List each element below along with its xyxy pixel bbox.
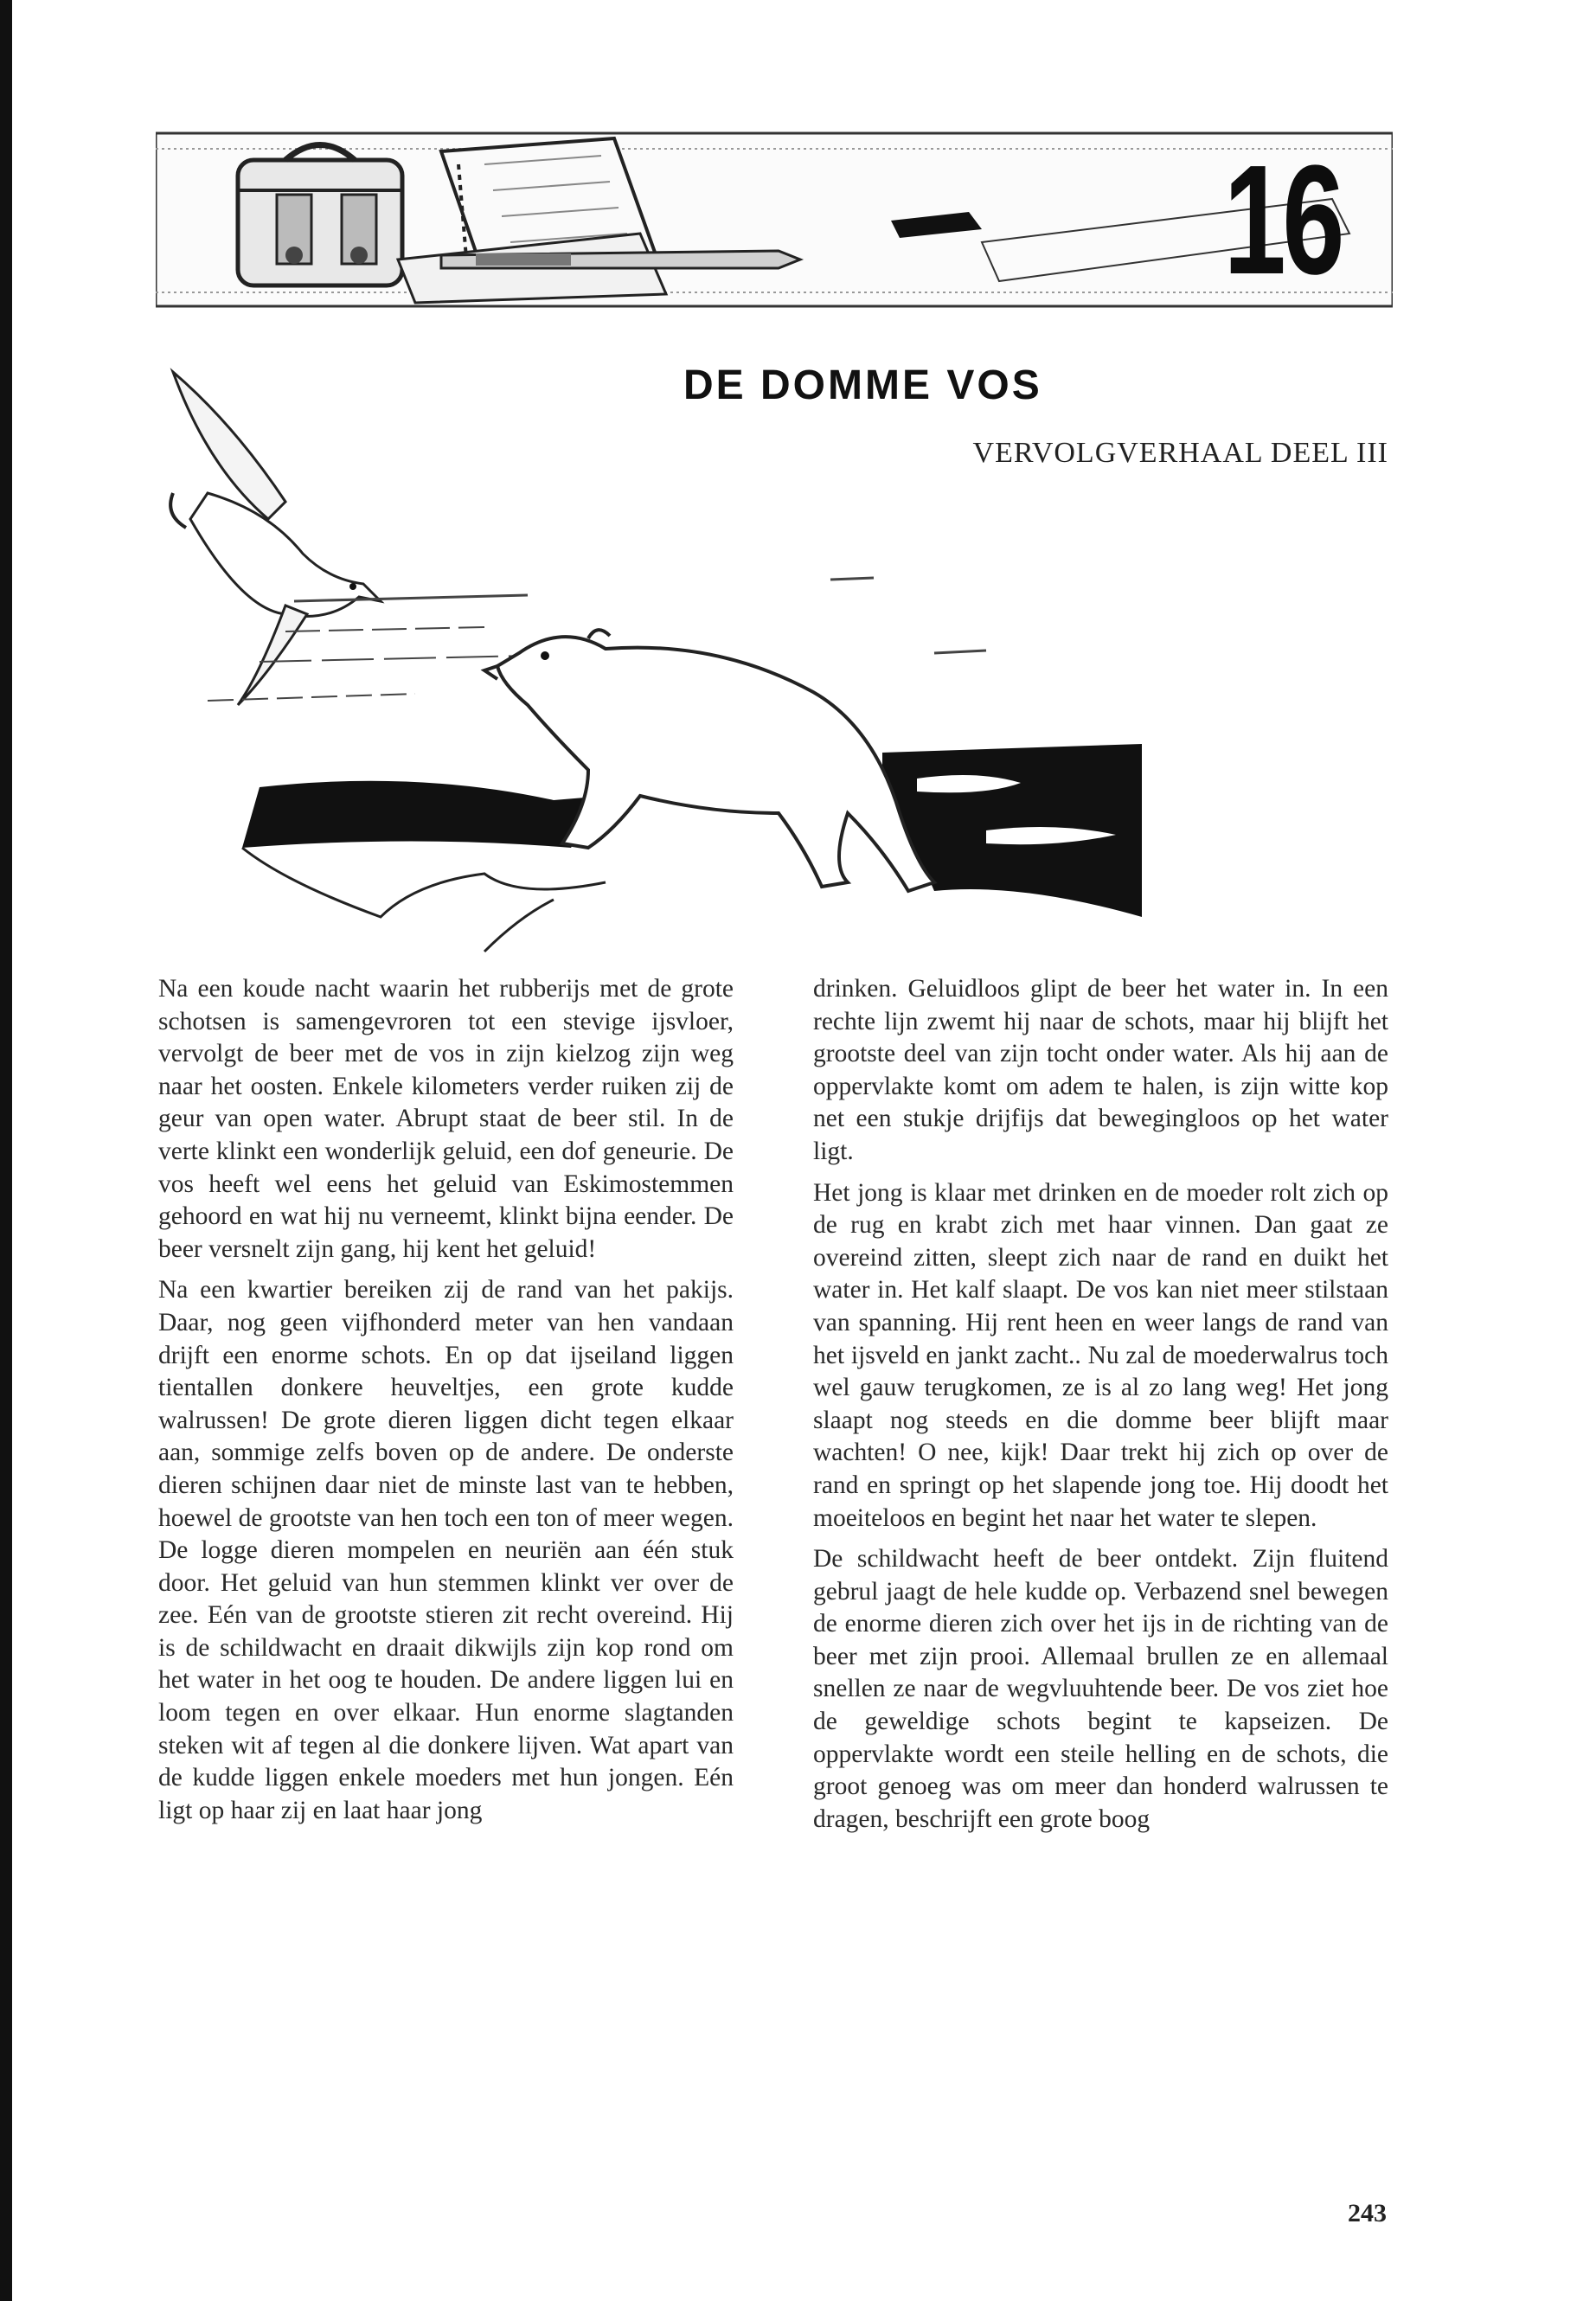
paragraph: Na een kwartier bereiken zij de rand van het pakijs. Daar, nog geen vijfhonderd meter van hen vandaan drijft een enorme schots. En op dat ijseiland liggen tientallen donkere heuveltjes, een grote kudde walrussen! De grote dieren liggen dicht tegen elkaar aan, sommige zelfs boven op de andere. De onderste dieren schijnen daar niet de minste last van te hebben, hoewel de grootste van hen toch een ton of meer wegen. De logge dieren mompelen en neuriën aan één stuk door. Het geluid van hun stemmen klinkt ver over de zee. Eén van de grootste stieren zit recht overeind. Hij is de schildwacht en draait dikwijls zijn kop rond om het water in het oog te houden. De andere liggen lui en loom tegen en over elkaar. Hun enorme slagtanden steken wit af tegen al die donkere lijven. Wat apart van de kudde liggen enkele moeders met hun jongen. Eén ligt op haar zij en laat haar jong <box>158 1276 734 1824</box>
pen-icon <box>441 251 800 268</box>
paragraph: Het jong is klaar met drinken en de moeder rolt zich op de rug en krabt zich met haar vinnen. Dan gaat ze overeind zitten, sleept zich naar de rand en duikt het water in. Het kalf slaapt. De vos kan niet meer stilstaan van spanning. Hij rent heen en weer langs de rand van het ijsveld en jankt zacht.. Nu zal de moederwalrus toch wel gauw terugkomen, ze is al zo lang weg! Het jong slaapt nog steeds en die domme beer blijft maar wachten! O nee, kijk! Daar trekt hij zich op over de rand en springt op het slapende jong toe. Hij doodt het moeiteloos en begint het naar het water te slepen. <box>813 1178 1388 1532</box>
polar-bear-icon <box>484 630 934 891</box>
page-number: 243 <box>1348 2199 1387 2227</box>
paragraph: drinken. Geluidloos glipt de beer het water in. In een rechte lijn zwemt hij naar de schots, maar hij blijft het grootste deel van zijn tocht onder water. Als hij aan de oppervlakte komt om adem te halen, is zijn witte kop net een stukje drijfijs dat bewegingloos op het water ligt. <box>813 975 1388 1165</box>
right-text-column <box>813 973 1388 1844</box>
paragraph: Na een koude nacht waarin het rubberijs met de grote schotsen is samengevroren tot een stevige ijsvloer, vervolgt de beer met de vos in zijn kielzog zijn weg naar het oosten. Enkele kilometers verder ruiken zij de geur van open water. Abrupt staat de beer stil. In de verte klinkt een wonderlijk geluid, een dof geneurie. De vos heeft wel eens het geluid van Eskimostemmen gehoord en wat hij nu verneemt, klinkt bijna eender. De beer versnelt zijn gang, hij kent het geluid! <box>158 975 734 1263</box>
article-subtitle: VERVOLGVERHAAL DEEL III <box>972 437 1388 469</box>
header-banner <box>156 130 1393 311</box>
left-text-column <box>158 973 734 1836</box>
article-title: DE DOMME VOS <box>683 362 1042 408</box>
page-edge-bar <box>0 0 12 2301</box>
seagull-icon <box>170 372 381 705</box>
chapter-number: 16 <box>1223 133 1342 307</box>
paragraph: De schildwacht heeft de beer ontdekt. Zijn fluitend gebrul jaagt de hele kudde op. Verbazend snel bewegen de enorme dieren zich over het ijs in de richting van de beer met zijn prooi. Allemaal brullen ze en allemaal snellen ze naar de wegvluuhtende beer. De vos ziet hoe de geweldige schots begint te kapseizen. De oppervlakte wordt een steile helling en de schots, die groot genoeg was om meer dan honderd walrussen te dragen, beschrijft een grote boog <box>813 1545 1388 1833</box>
schoolbag-icon <box>238 145 402 286</box>
